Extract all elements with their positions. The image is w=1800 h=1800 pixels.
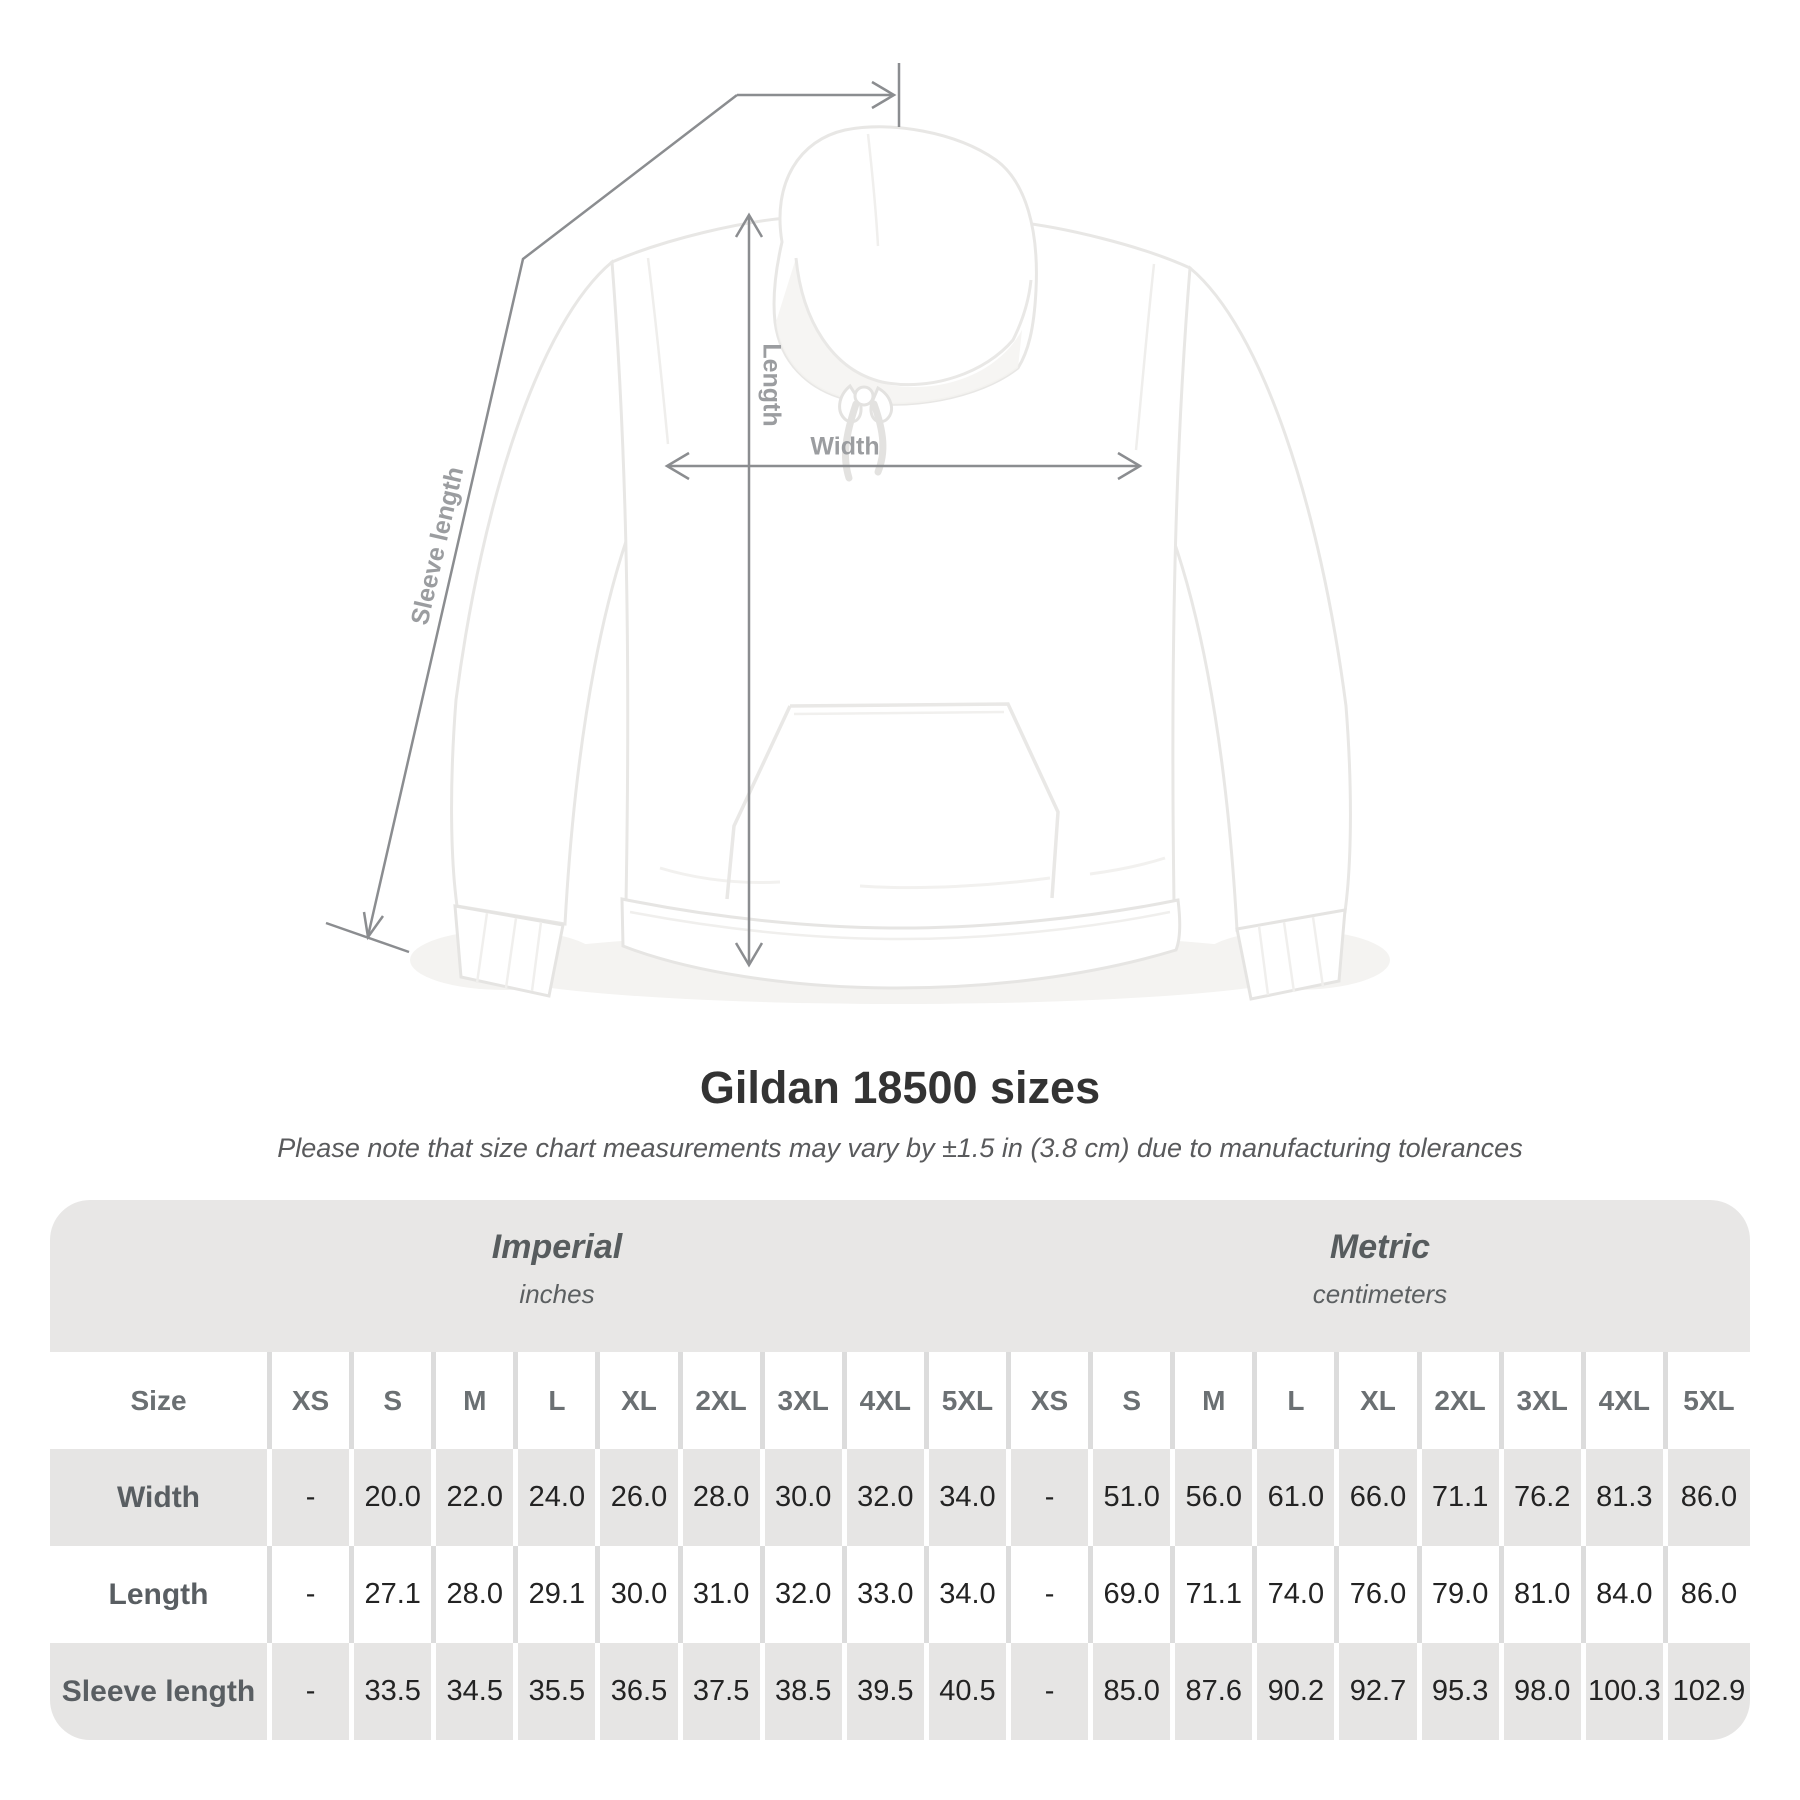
page-title: Gildan 18500 sizes [699, 1062, 1101, 1113]
size-column-header: Size [50, 1352, 272, 1449]
value-imperial-m: 34.5 [436, 1643, 518, 1740]
value-imperial-xs: - [272, 1449, 354, 1546]
value-imperial-2xl: 37.5 [683, 1643, 765, 1740]
size-header-metric-s: S [1093, 1352, 1175, 1449]
value-metric-3xl: 98.0 [1504, 1643, 1586, 1740]
value-imperial-xl: 26.0 [600, 1449, 682, 1546]
size-header-imperial-s: S [354, 1352, 436, 1449]
row-label: Sleeve length [50, 1643, 272, 1740]
value-imperial-m: 28.0 [436, 1546, 518, 1643]
size-header-metric-xs: XS [1011, 1352, 1093, 1449]
value-imperial-4xl: 32.0 [847, 1449, 929, 1546]
value-metric-xs: - [1011, 1546, 1093, 1643]
width-annotation-label: Width [810, 432, 880, 461]
value-imperial-2xl: 31.0 [683, 1546, 765, 1643]
value-metric-2xl: 95.3 [1422, 1643, 1504, 1740]
value-imperial-4xl: 39.5 [847, 1643, 929, 1740]
size-header-metric-5xl: 5XL [1668, 1352, 1750, 1449]
metric-unit-group [1313, 1228, 1447, 1310]
metric-title: Metric [1329, 1228, 1431, 1266]
value-metric-xs: - [1011, 1449, 1093, 1546]
size-header-imperial-3xl: 3XL [765, 1352, 847, 1449]
size-header-metric-xl: XL [1339, 1352, 1421, 1449]
value-metric-xs: - [1011, 1643, 1093, 1740]
unit-band [50, 1200, 1750, 1352]
value-metric-2xl: 71.1 [1422, 1449, 1504, 1546]
sleeve-length-annotation-label: Sleeve length [405, 464, 470, 628]
value-imperial-3xl: 30.0 [765, 1449, 847, 1546]
table-row-width [50, 1449, 1750, 1546]
size-header-imperial-4xl: 4XL [847, 1352, 929, 1449]
table-row-length [50, 1546, 1750, 1643]
size-table-body [50, 1352, 1750, 1740]
size-header-imperial-xl: XL [600, 1352, 682, 1449]
length-annotation-label: Length [757, 343, 786, 427]
value-metric-m: 87.6 [1175, 1643, 1257, 1740]
value-metric-4xl: 100.3 [1586, 1643, 1668, 1740]
value-imperial-l: 35.5 [518, 1643, 600, 1740]
size-header-metric-l: L [1257, 1352, 1339, 1449]
size-header-metric-2xl: 2XL [1422, 1352, 1504, 1449]
row-label: Width [50, 1449, 272, 1546]
size-header-row [50, 1352, 1750, 1449]
value-imperial-5xl: 34.0 [929, 1449, 1011, 1546]
value-imperial-l: 24.0 [518, 1449, 600, 1546]
value-metric-4xl: 84.0 [1586, 1546, 1668, 1643]
value-metric-s: 51.0 [1093, 1449, 1175, 1546]
value-imperial-xs: - [272, 1643, 354, 1740]
value-imperial-m: 22.0 [436, 1449, 518, 1546]
value-metric-2xl: 79.0 [1422, 1546, 1504, 1643]
size-header-imperial-5xl: 5XL [929, 1352, 1011, 1449]
value-imperial-s: 27.1 [354, 1546, 436, 1643]
value-metric-xl: 92.7 [1339, 1643, 1421, 1740]
value-imperial-2xl: 28.0 [683, 1449, 765, 1546]
value-imperial-xs: - [272, 1546, 354, 1643]
value-metric-4xl: 81.3 [1586, 1449, 1668, 1546]
value-metric-m: 56.0 [1175, 1449, 1257, 1546]
imperial-subtitle: inches [519, 1279, 595, 1309]
value-imperial-s: 20.0 [354, 1449, 436, 1546]
size-header-imperial-2xl: 2XL [683, 1352, 765, 1449]
value-imperial-3xl: 32.0 [765, 1546, 847, 1643]
value-metric-3xl: 81.0 [1504, 1546, 1586, 1643]
table-row-sleeve-length [50, 1643, 1750, 1740]
size-header-imperial-l: L [518, 1352, 600, 1449]
imperial-title: Imperial [491, 1228, 623, 1266]
value-metric-5xl: 86.0 [1668, 1449, 1750, 1546]
value-metric-xl: 76.0 [1339, 1546, 1421, 1643]
value-imperial-4xl: 33.0 [847, 1546, 929, 1643]
size-header-metric-4xl: 4XL [1586, 1352, 1668, 1449]
value-metric-3xl: 76.2 [1504, 1449, 1586, 1546]
value-metric-m: 71.1 [1175, 1546, 1257, 1643]
value-metric-xl: 66.0 [1339, 1449, 1421, 1546]
value-metric-5xl: 86.0 [1668, 1546, 1750, 1643]
value-imperial-5xl: 34.0 [929, 1546, 1011, 1643]
value-metric-5xl: 102.9 [1668, 1643, 1750, 1740]
size-header-metric-m: M [1175, 1352, 1257, 1449]
metric-subtitle: centimeters [1312, 1279, 1448, 1309]
value-metric-l: 74.0 [1257, 1546, 1339, 1643]
value-imperial-xl: 36.5 [600, 1643, 682, 1740]
size-header-metric-3xl: 3XL [1504, 1352, 1586, 1449]
value-metric-l: 90.2 [1257, 1643, 1339, 1740]
value-metric-s: 85.0 [1093, 1643, 1175, 1740]
value-imperial-l: 29.1 [518, 1546, 600, 1643]
size-header-imperial-m: M [436, 1352, 518, 1449]
value-imperial-3xl: 38.5 [765, 1643, 847, 1740]
row-label: Length [50, 1546, 272, 1643]
size-header-imperial-xs: XS [272, 1352, 354, 1449]
value-metric-s: 69.0 [1093, 1546, 1175, 1643]
value-imperial-5xl: 40.5 [929, 1643, 1011, 1740]
imperial-unit-group [492, 1228, 622, 1310]
value-metric-l: 61.0 [1257, 1449, 1339, 1546]
size-table [50, 1200, 1750, 1740]
page-subtitle: Please note that size chart measurements may vary by ±1.5 in (3.8 cm) due to manufacturing tolerances [277, 1133, 1523, 1163]
value-imperial-xl: 30.0 [600, 1546, 682, 1643]
value-imperial-s: 33.5 [354, 1643, 436, 1740]
